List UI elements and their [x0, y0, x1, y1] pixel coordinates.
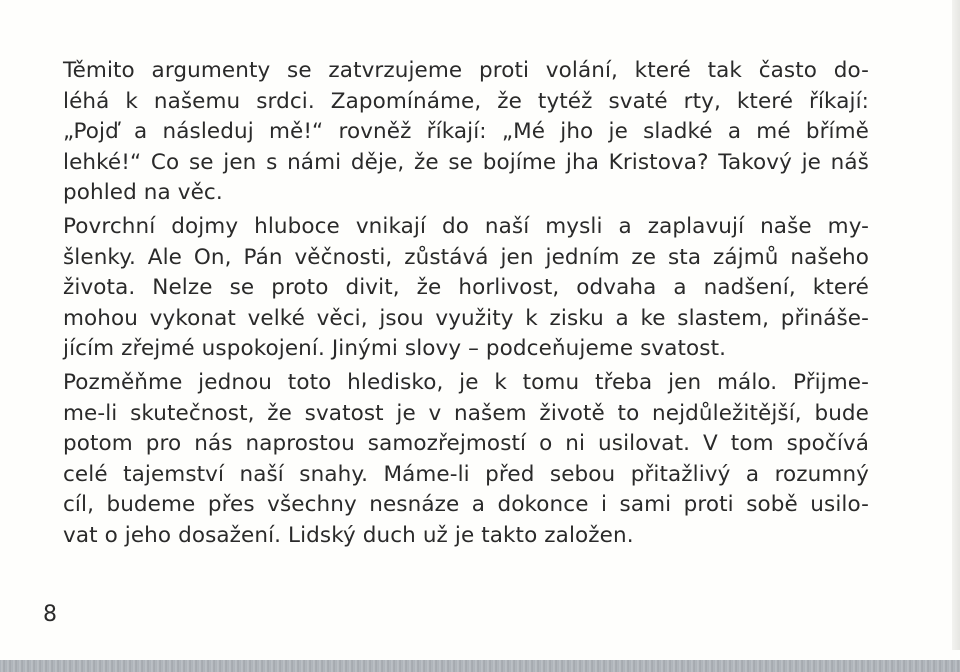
text-line: me-li skutečnost, že svatost je v našem životě to nejdůležitější, bude [63, 400, 869, 426]
text-line: léhá k našemu srdci. Zapomínáme, že tytéž svaté rty, které říkají: [63, 88, 869, 114]
text-line: jícím zřejmé uspokojení. Jinými slovy – podceňujeme svatost. [63, 336, 727, 362]
text-line: lehké!“ Co se jen s námi děje, že se bojíme jha Kristova? Takový je náš [63, 149, 869, 175]
text-line: Povrchní dojmy hluboce vnikají do naší mysli a zaplavují naše my- [63, 213, 869, 239]
text-line: celé tajemství naší snahy. Máme-li před sebou přitažlivý a rozumný [63, 461, 869, 487]
text-line: života. Nelze se proto divit, že horlivost, odvaha a nadšení, které [63, 275, 869, 301]
text-line: Těmito argumenty se zatvrzujeme proti volání, které tak často do- [63, 58, 869, 83]
body-text [63, 56, 869, 555]
paragraph-3 [63, 368, 869, 552]
text-line: potom pro nás naprostou samozřejmostí o ni usilovat. V tom spočívá [63, 431, 869, 457]
page-edge-shadow [952, 0, 960, 650]
text-line: cíl, budeme přes všechny nesnáze a dokonce i sami proti sobě usilo- [63, 492, 869, 518]
scan-bottom-edge [0, 660, 960, 672]
paragraph-1 [63, 56, 869, 209]
text-line: pohled na věc. [63, 180, 223, 206]
text-line: Pozměňme jednou toto hledisko, je k tomu třeba jen málo. Přijme- [63, 369, 869, 395]
text-line: vat o jeho dosažení. Lidský duch už je takto založen. [63, 522, 634, 548]
text-line: mohou vykonat velké věci, jsou využity k zisku a ke slastem, přináše- [63, 305, 869, 331]
text-line: „Pojď a následuj mě!“ rovněž říkají: „Mé jho je sladké a mé břímě [63, 119, 869, 145]
paragraph-2 [63, 212, 869, 365]
text-line: šlenky. Ale On, Pán věčnosti, zůstává jen jedním ze sta zájmů našeho [63, 244, 869, 270]
page-number: 8 [43, 602, 57, 627]
